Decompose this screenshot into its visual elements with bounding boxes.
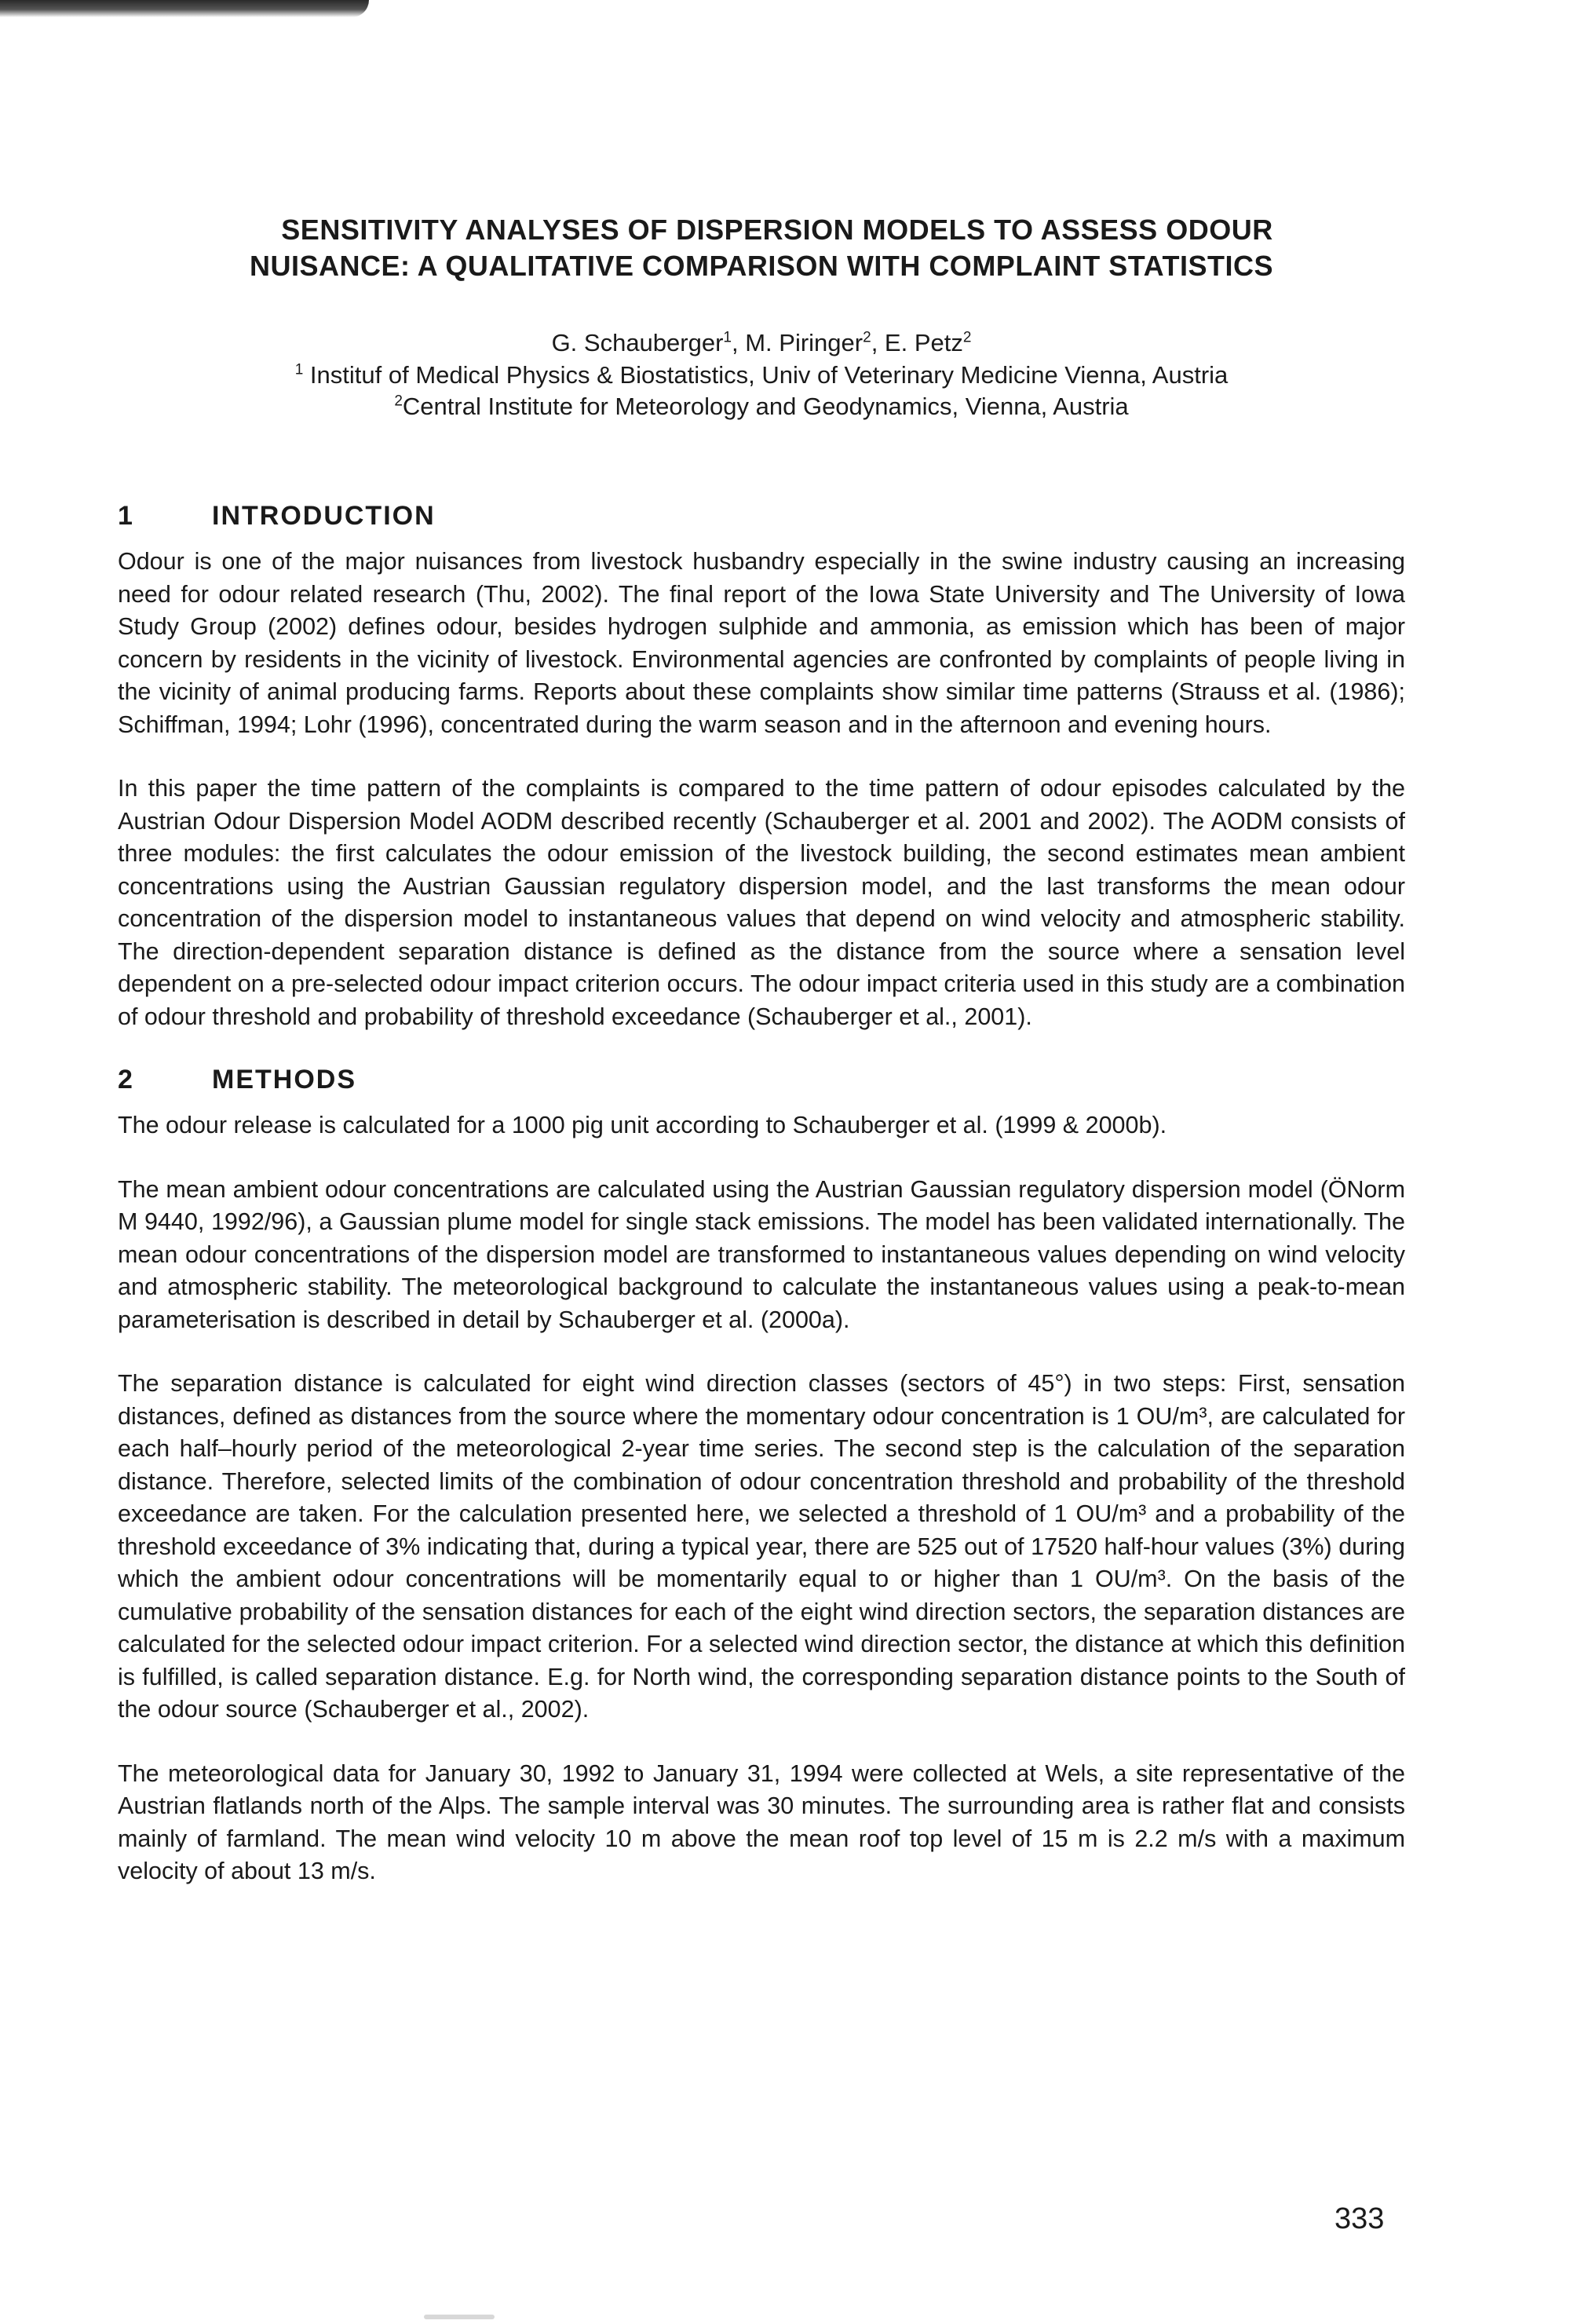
body-paragraph: The mean ambient odour concentrations are calculated using the Austrian Gaussian regulatory dispersion model (ÖNorm M 9440, 1992/96), a Gaussian plume model for single stack emissions. The model has been validated internationally. The mean odour concentrations of the dispersion model are transformed to instantaneous values depending on wind velocity and atmospheric stability. The meteorological background to calculate the instantaneous values using a peak-to-mean parameterisation is described in detail by Schauberger et al. (2000a). — [118, 1175, 1405, 1333]
section-title: METHODS — [212, 1065, 356, 1094]
body-paragraph: The separation distance is calculated for eight wind direction classes (sectors of 45°) in two steps: First, sensation distances, defined as distances from the source where the momentary odour concentration is 1 OU/m³, are calculated for each half–hourly period of the meteorological 2-year time series. The second step is the calculation of the separation distance. Therefore, selected limits of the combination of odour concentration threshold and probability of the threshold exceedance are taken. For the calculation presented here, we selected a threshold of 1 OU/m³ and a probability of the threshold exceedance of 3% indicating that, during a typical year, there are 525 out of 17520 half-hour values (3%) during which the ambient odour concentrations will be momentarily equal to or higher than 1 OU/m³. On the basis of the cumulative probability of the sensation distances for each of the eight wind direction sectors, the separation distances are calculated for the selected odour impact criterion. For a selected wind direction sector, the distance at which this definition is fulfilled, is called separation distance. E.g. for North wind, the corresponding separation distance points to the South of the odour source (Schauberger et al., 2002). — [118, 1370, 1405, 1723]
section-title: INTRODUCTION — [212, 501, 436, 531]
author-affiliation-marker: 2 — [863, 329, 871, 346]
affiliation-1 — [118, 360, 1405, 391]
paper-title-line-1: SENSITIVITY ANALYSES OF DISPERSION MODELS TO ASSESS ODOUR — [281, 214, 1273, 246]
paper-page — [118, 212, 1405, 1920]
section-heading-methods — [118, 1065, 1405, 1095]
body-paragraph: The odour release is calculated for a 1000 pig unit according to Schauberger et al. (1999 & 2000b). — [118, 1112, 1167, 1138]
author-name: G. Schauberger — [551, 329, 724, 356]
affiliation-marker: 1 — [294, 361, 304, 378]
author-affiliation-marker: 1 — [723, 329, 732, 346]
affiliation-text: Central Institute for Meteorology and Geodynamics, Vienna, Austria — [402, 393, 1129, 420]
author-list — [118, 327, 1405, 360]
author-name: , E. Petz — [871, 329, 963, 356]
body-paragraph: Odour is one of the major nuisances from livestock husbandry especially in the swine industry causing an increasing need for odour related research (Thu, 2002). The final report of the Iowa State University and The University of Iowa Study Group (2002) defines odour, besides hydrogen sulphide and ammonia, as emission which has been of major concern by residents in the vicinity of livestock. Environmental agencies are confronted by complaints of people living in the vicinity of animal producing farms. Reports about these complaints show similar time patterns (Strauss et al. (1986); Schiffman, 1994; Lohr (1996), concentrated during the warm season and in the afternoon and evening hours. — [118, 548, 1405, 738]
scan-edge-mark — [0, 0, 369, 17]
section-number: 1 — [118, 501, 133, 531]
paper-title-line-2: NUISANCE: A QUALITATIVE COMPARISON WITH COMPLAINT STATISTICS — [250, 250, 1273, 282]
body-paragraph: In this paper the time pattern of the complaints is compared to the time pattern of odour episodes calculated by the Austrian Odour Dispersion Model AODM described recently (Schauberger et al. 2001 and 2002). The AODM consists of three modules: the first calculates the odour emission of the livestock building, the second estimates mean ambient concentrations using the Austrian Gaussian regulatory dispersion model, and the last transforms the mean odour concentration of the dispersion model to instantaneous values that depend on wind velocity and atmospheric stability. The direction-dependent separation distance is defined as the distance from the source where a sensation level dependent on a pre-selected odour impact criterion occurs. The odour impact criteria used in this study are a combination of odour threshold and probability of threshold exceedance (Schauberger et al., 2001). — [118, 775, 1405, 1030]
scan-edge-mark-bottom — [424, 2315, 495, 2319]
section-heading-introduction — [118, 501, 1405, 532]
author-affiliation-marker: 2 — [962, 329, 972, 346]
affiliation-2 — [118, 391, 1405, 422]
body-paragraph: The meteorological data for January 30, 1992 to January 31, 1994 were collected at Wels, a site representative of the Austrian flatlands north of the Alps. The sample interval was 30 minutes. The surrounding area is rather flat and consists mainly of farmland. The mean wind velocity 10 m above the mean roof top level of 15 m is 2.2 m/s with a maximum velocity of about 13 m/s. — [118, 1759, 1405, 1884]
affiliation-marker: 2 — [394, 393, 403, 410]
page-number: 333 — [1334, 2202, 1385, 2235]
author-name: , M. Piringer — [732, 329, 864, 356]
section-number: 2 — [118, 1065, 133, 1094]
affiliation-text: Instituf of Medical Physics & Biostatistics, Univ of Veterinary Medicine Vienna, Austria — [309, 361, 1229, 389]
